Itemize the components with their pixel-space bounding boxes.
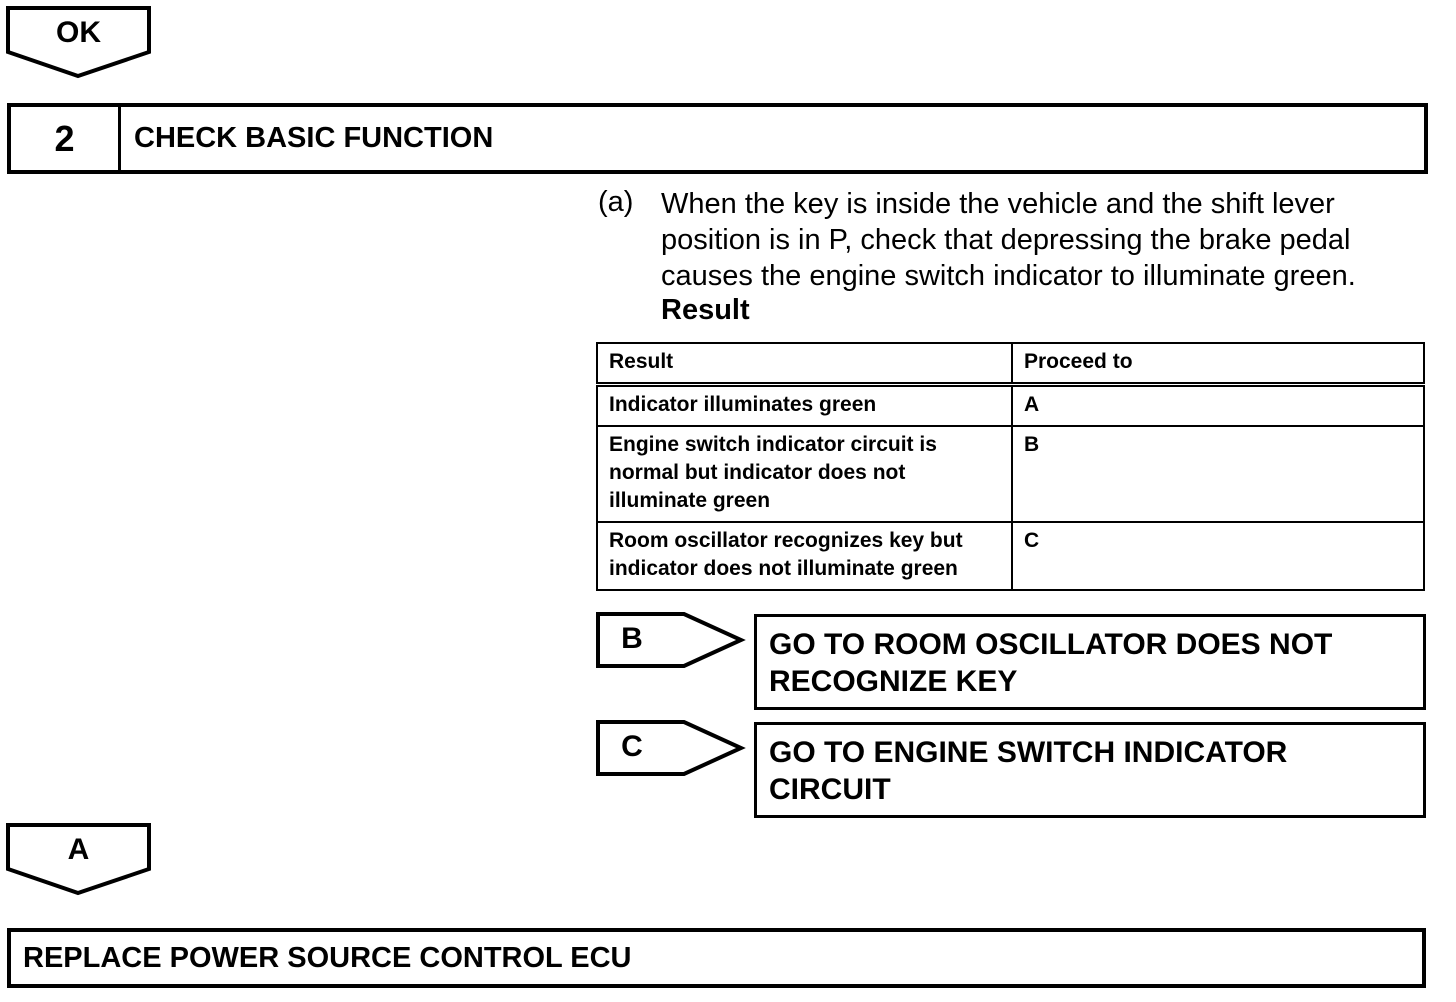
table-row <box>597 385 1424 427</box>
table-row <box>597 522 1424 590</box>
instruction-text: When the key is inside the vehicle and the shift lever position is in P, check that depressing the brake pedal causes the engine switch indicator to illuminate green. <box>661 188 1356 292</box>
table-header-row <box>597 343 1424 385</box>
proceed-cell: C <box>1012 522 1424 590</box>
step-header <box>7 103 1428 174</box>
branch-b-target: GO TO ROOM OSCILLATOR DOES NOT RECOGNIZE KEY <box>754 614 1426 710</box>
header-result: Result <box>597 343 1012 385</box>
result-cell: Engine switch indicator circuit is normal but indicator does not illuminate green <box>597 426 1012 522</box>
branch-c-target: GO TO ENGINE SWITCH INDICATOR CIRCUIT <box>754 722 1426 818</box>
final-action-box: REPLACE POWER SOURCE CONTROL ECU <box>7 928 1426 988</box>
header-proceed-to: Proceed to <box>1012 343 1424 385</box>
c-label: C <box>621 730 643 763</box>
proceed-cell: A <box>1012 385 1424 427</box>
step-number: 2 <box>11 107 121 170</box>
a-label: A <box>67 833 90 866</box>
proceed-cell: B <box>1012 426 1424 522</box>
result-table <box>596 342 1425 591</box>
b-label: B <box>621 622 643 655</box>
step-title: CHECK BASIC FUNCTION <box>134 122 494 154</box>
ok-label: OK <box>56 16 101 49</box>
table-row <box>597 426 1424 522</box>
instruction-marker: (a) <box>598 186 634 218</box>
result-cell: Indicator illuminates green <box>597 385 1012 427</box>
result-cell: Room oscillator recognizes key but indicator does not illuminate green <box>597 522 1012 590</box>
result-heading: Result <box>661 294 750 326</box>
